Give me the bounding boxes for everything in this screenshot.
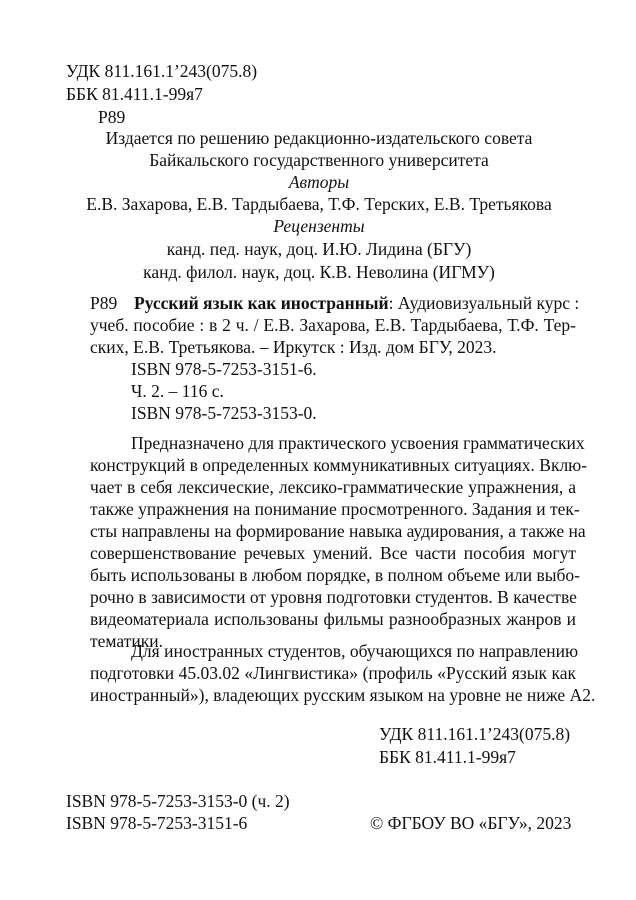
publisher-note-line1: Издается по решению редакционно-издательского совета: [105, 128, 533, 148]
footer-isbn-part: ISBN 978-5-7253-3153-0 (ч. 2): [66, 791, 290, 811]
annotation-line: Предназначено для практического усвоения грамматических: [131, 433, 585, 453]
record-line1: [134, 292, 580, 314]
annotation-line: быть использованы в любом порядке, в полном объеме или выбо-: [90, 565, 580, 585]
annotation-line: конструкций в определенных коммуникативных ситуациях. Вклю-: [90, 455, 588, 475]
record-mark: Р89: [90, 293, 118, 313]
bbk-code-bottom: ББК 81.411.1-99я7: [379, 747, 516, 767]
annotation-line: чает в себя лексические, лексико-грамматические упражнения, а: [90, 477, 576, 497]
record-isbn-part: ISBN 978-5-7253-3153-0.: [131, 403, 317, 423]
annotation-line: сты направлены на формирование навыка аудирования, а также на: [90, 521, 586, 541]
authors-heading: Авторы: [288, 172, 350, 192]
record-line1-rest: : Аудиовизуальный курс :: [388, 293, 580, 313]
annotation-line: рочно в зависимости от уровня подготовки студентов. В качестве: [90, 587, 577, 607]
authors-names: Е.В. Захарова, Е.В. Тардыбаева, Т.Ф. Терских, Е.В. Третьякова: [86, 194, 552, 214]
bbk-code: ББК 81.411.1-99я7: [66, 84, 203, 104]
record-line3: ских, Е.В. Третьякова. – Иркутск : Изд. дом БГУ, 2023.: [90, 337, 497, 357]
annotation-line: также упражнения на понимание просмотренного. Задания и тек-: [90, 499, 580, 519]
annotation-line: подготовки 45.03.02 «Лингвистика» (профиль «Русский язык как: [90, 663, 576, 683]
annotation-paragraph-2: [90, 640, 596, 706]
udk-code-bottom: УДК 811.161.1’243(075.8): [379, 724, 571, 744]
udk-code: УДК 811.161.1’243(075.8): [66, 61, 258, 81]
annotation-line: Для иностранных студентов, обучающихся по направлению: [131, 641, 579, 661]
record-part: Ч. 2. – 116 с.: [131, 381, 224, 401]
record-line2: учеб. пособие : в 2 ч. / Е.В. Захарова, Е.В. Тардыбаева, Т.Ф. Тер-: [90, 315, 576, 335]
record-title: Русский язык как иностранный: [134, 293, 389, 313]
copyright: © ФГБОУ ВО «БГУ», 2023: [370, 813, 572, 833]
reviewer-1: канд. пед. наук, доц. И.Ю. Лидина (БГУ): [166, 239, 472, 259]
annotation-line: иностранный»), владеющих русским языком на уровне не ниже А2.: [90, 685, 596, 705]
annotation-line: совершенствование речевых умений. Все части пособия могут: [90, 543, 576, 563]
reviewers-heading: Рецензенты: [273, 216, 365, 236]
author-mark: Р89: [98, 107, 126, 127]
annotation-line: видеоматериала использованы фильмы разнообразных жанров и: [90, 609, 576, 629]
record-isbn-set: ISBN 978-5-7253-3151-6.: [131, 359, 317, 379]
publisher-note-line2: Байкальского государственного университета: [149, 150, 489, 170]
annotation-line: тематики.: [90, 631, 163, 651]
footer-isbn-set: ISBN 978-5-7253-3151-6: [66, 813, 248, 833]
reviewer-2: канд. филол. наук, доц. К.В. Неволина (ИГМУ): [143, 262, 495, 282]
annotation-paragraph-1: [90, 432, 588, 652]
